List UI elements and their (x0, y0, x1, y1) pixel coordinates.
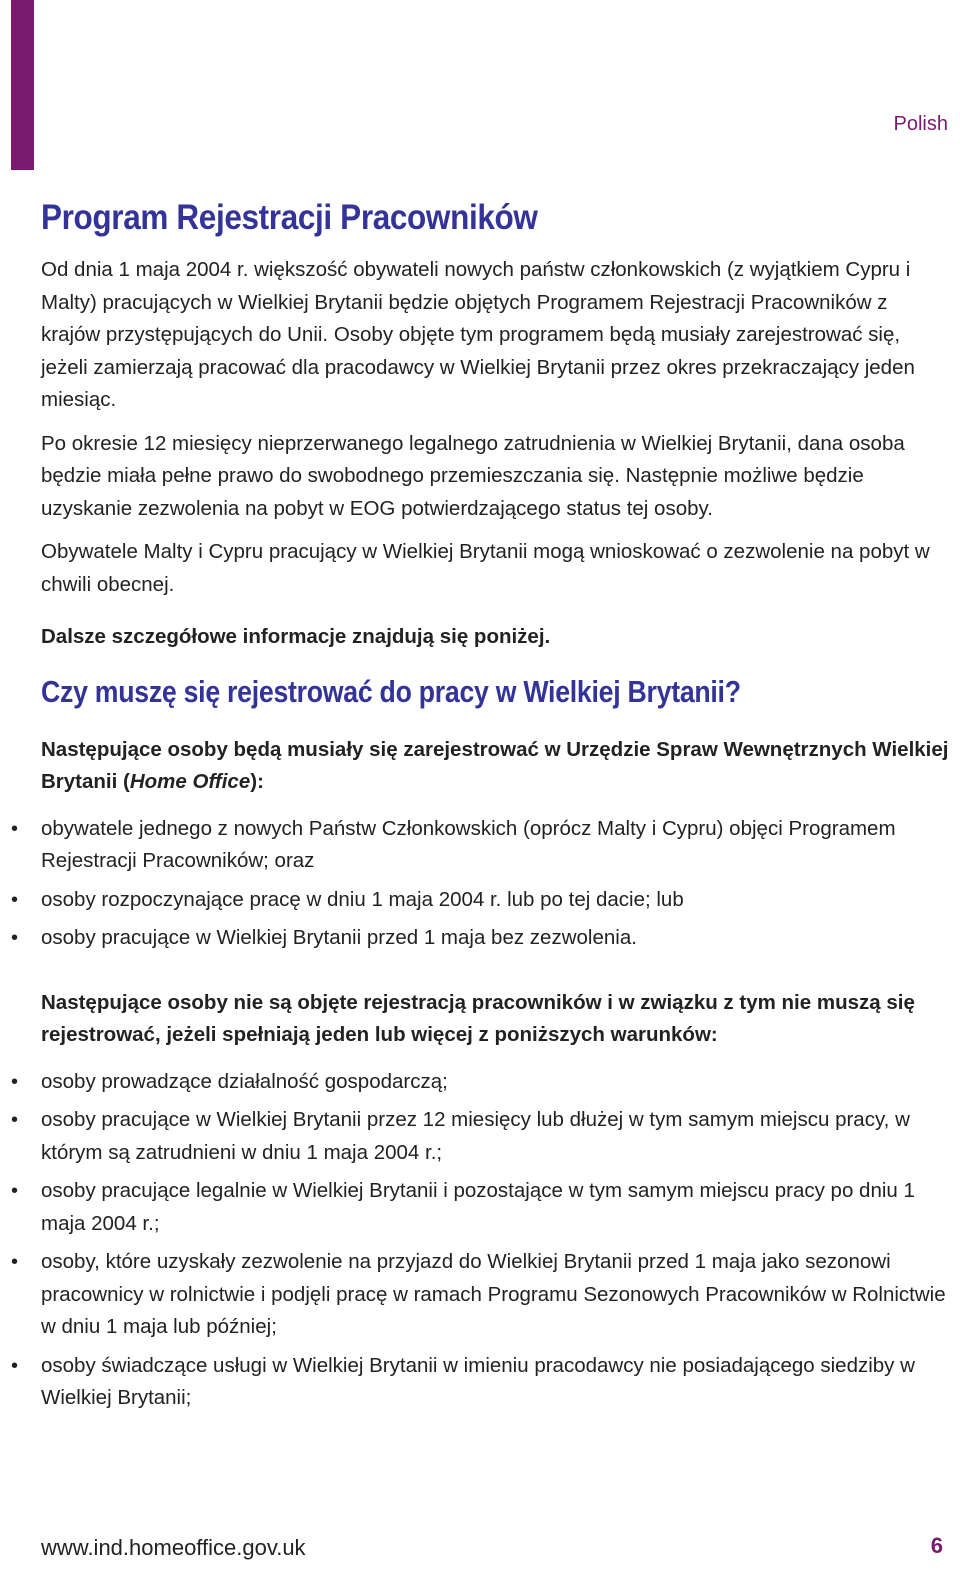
bullet-icon: • (11, 1251, 19, 1273)
footer-url[interactable]: www.ind.homeoffice.gov.uk (41, 1535, 306, 1560)
bullet-icon: • (11, 927, 19, 949)
list-item-text: osoby, które uzyskały zezwolenie na przyjazd do Wielkiej Brytanii przed 1 maja jako sezonowi pracownicy w rolnictwie i podjęli pracę w ramach Programu Sezonowych Pracowników w Rolnictwie w dniu 1 maja lub później; (41, 1250, 946, 1338)
document-body (11, 198, 949, 1421)
list-item (11, 1350, 949, 1415)
section-heading: Czy muszę się rejestrować do pracy w Wielkiej Brytanii? (41, 673, 741, 709)
intro-paragraph: Od dnia 1 maja 2004 r. większość obywateli nowych państw członkowskich (z wyjątkiem Cypru i Malty) pracujących w Wielkiej Brytanii będzie objętych Programem Rejestracji Pracowników z krajów przystępujących do Unii. Osoby objęte tym programem będą musiały zarejestrować się, jeżeli zamierzają pracować dla pracodawcy w Wielkiej Brytanii przez okres przekraczający jeden miesiąc. (41, 258, 915, 411)
lead-text: Następujące osoby będą musiały się zarejestrować w Urzędzie Spraw Wewnętrznych Wielkiej Brytanii ( (41, 737, 949, 793)
list-item-text: osoby prowadzące działalność gospodarczą; (41, 1069, 448, 1093)
bullet-icon: • (11, 888, 19, 911)
list-item-text: osoby pracujące w Wielkiej Brytanii przez 12 miesięcy lub dłużej w tym samym miejscu pracy, w którym są zatrudnieni w dniu 1 maja 2004 r.; (41, 1108, 910, 1164)
lead-text-end: ): (250, 770, 264, 793)
lead-italic-text: Home Office (129, 770, 251, 793)
exempt-list (11, 1066, 949, 1415)
bullet-icon: • (11, 1070, 19, 1093)
side-accent-bar (11, 0, 34, 170)
language-label: Polish (893, 113, 948, 135)
list-item (11, 1246, 949, 1344)
list-item-text: osoby świadczące usługi w Wielkiej Brytanii w imieniu pracodawcy nie posiadającego siedziby w Wielkiej Brytanii; (41, 1353, 915, 1409)
list-item (11, 1104, 949, 1169)
list-item (11, 813, 949, 878)
list-item (11, 1175, 949, 1240)
bullet-icon: • (11, 1180, 19, 1202)
bullet-icon: • (11, 1354, 19, 1377)
list-item-text: osoby pracujące legalnie w Wielkiej Brytanii i pozostające w tym samym miejscu pracy po dniu 1 maja 2004 r.; (41, 1179, 915, 1235)
must-register-list (11, 813, 949, 955)
bullet-icon: • (11, 1109, 19, 1131)
page-title: Program Rejestracji Pracowników (41, 198, 538, 237)
must-register-lead (41, 734, 949, 799)
list-item-text: obywatele jednego z nowych Państw Członkowskich (oprócz Malty i Cypru) objęci Programem Rejestracji Pracowników; oraz (41, 816, 896, 872)
intro-paragraph: Obywatele Malty i Cypru pracujący w Wielkiej Brytanii mogą wnioskować o zezwolenie na pobyt w chwili obecnej. (41, 540, 930, 596)
list-item (11, 884, 949, 917)
page-number: 6 (930, 1533, 943, 1558)
intro-paragraph: Po okresie 12 miesięcy nieprzerwanego legalnego zatrudnienia w Wielkiej Brytanii, dana osoba będzie miała pełne prawo do swobodnego przemieszczania się. Następnie możliwe będzie uzyskanie zezwolenia na pobyt w EOG potwierdzającego status tej osoby. (41, 431, 905, 520)
details-note: Dalsze szczegółowe informacje znajdują się poniżej. (41, 625, 551, 648)
exempt-lead: Następujące osoby nie są objęte rejestracją pracowników i w związku z tym nie muszą się rejestrować, jeżeli spełniają jeden lub więcej z poniższych warunków: (41, 990, 915, 1046)
list-item (11, 1066, 949, 1099)
list-item-text: osoby rozpoczynające pracę w dniu 1 maja 2004 r. lub po tej dacie; lub (41, 887, 684, 911)
list-item (11, 922, 949, 955)
bullet-icon: • (11, 817, 19, 840)
list-item-text: osoby pracujące w Wielkiej Brytanii przed 1 maja bez zezwolenia. (41, 926, 637, 949)
